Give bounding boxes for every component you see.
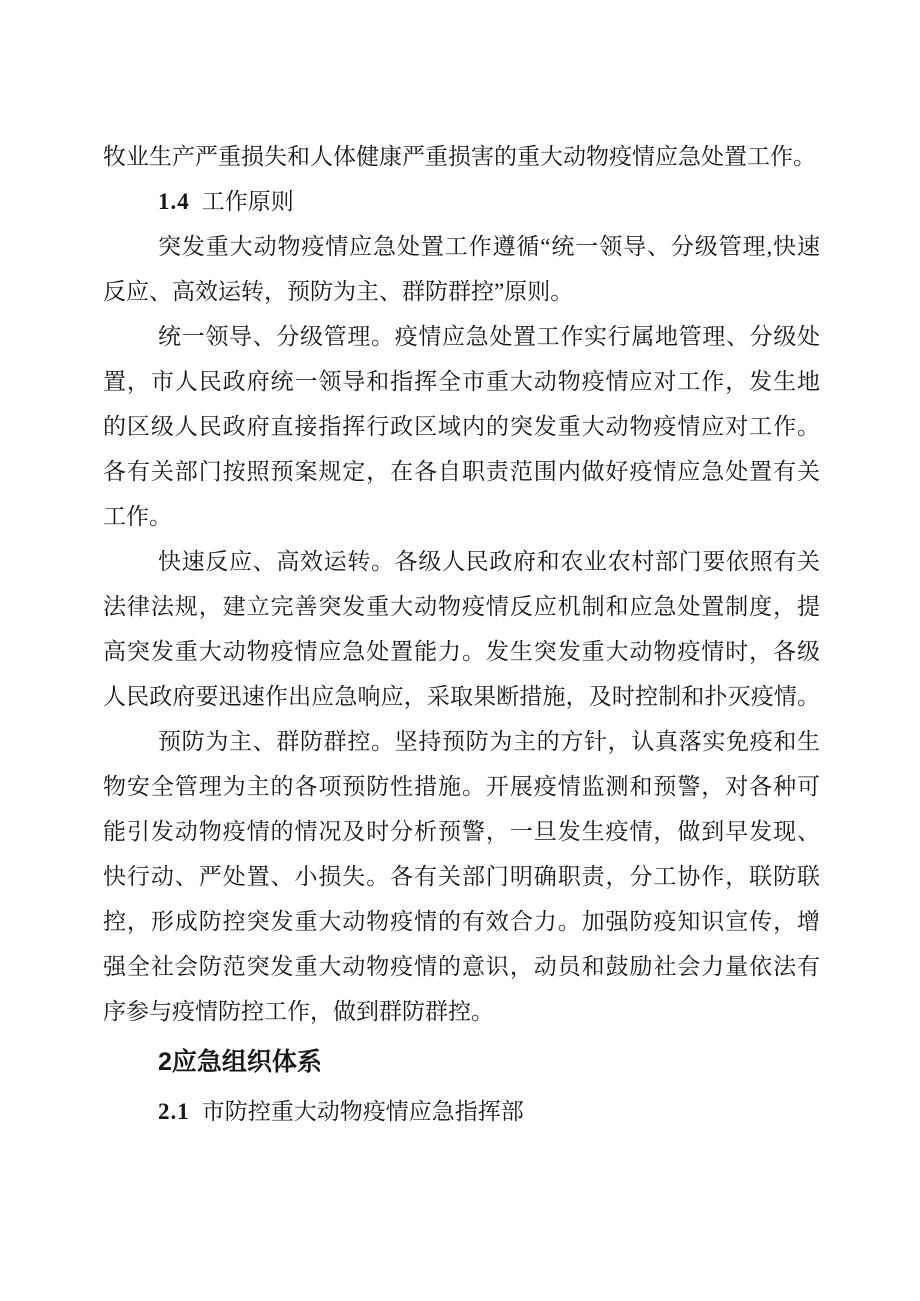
section-title: 市防控重大动物疫情应急指挥部 xyxy=(201,1099,524,1124)
paragraph-line: 法律法规，建立完善突发重大动物疫情反应机制和应急处置制度，提 xyxy=(103,594,820,619)
paragraph-line: 置，市人民政府统一领导和指挥全市重大动物疫情应对工作，发生地 xyxy=(103,369,820,394)
paragraph-line: 控，形成防控突发重大动物疫情的有效合力。加强防疫知识宣传，增 xyxy=(103,909,820,934)
section-heading-1-4 xyxy=(103,179,820,224)
paragraph-line: 预防为主、群防群控。坚持预防为主的方针，认真落实免疫和生 xyxy=(158,729,820,754)
paragraph-line: 强全社会防范突发重大动物疫情的意识，动员和鼓励社会力量依法有 xyxy=(103,954,820,979)
paragraph-tail-line: 牧业生产严重损失和人体健康严重损害的重大动物疫情应急处置工作。 xyxy=(103,144,816,169)
paragraph-line: 突发重大动物疫情应急处置工作遵循“统一领导、分级管理,快速 xyxy=(158,234,820,259)
paragraph-line: 反应、高效运转，预防为主、群防群控”原则。 xyxy=(103,279,574,304)
paragraph-line: 各有关部门按照预案规定，在各自职责范围内做好疫情应急处置有关 xyxy=(103,459,820,484)
section-number: 1.4 xyxy=(158,189,190,214)
paragraph-line: 快行动、严处置、小损失。各有关部门明确职责，分工协作，联防联 xyxy=(103,864,820,889)
paragraph-line: 能引发动物疫情的情况及时分析预警，一旦发生疫情，做到早发现、 xyxy=(103,819,820,844)
paragraph-line: 工作。 xyxy=(103,504,172,529)
paragraph-line: 快速反应、高效运转。各级人民政府和农业农村部门要依照有关 xyxy=(158,549,820,574)
section-title: 工作原则 xyxy=(201,189,294,214)
document-body xyxy=(103,134,820,1134)
chapter-heading-2: 2应急组织体系 xyxy=(158,1048,322,1076)
paragraph-line: 的区级人民政府直接指挥行政区域内的突发重大动物疫情应对工作。 xyxy=(103,414,820,439)
section-number: 2.1 xyxy=(158,1099,190,1124)
paragraph-line: 统一领导、分级管理。疫情应急处置工作实行属地管理、分级处 xyxy=(158,324,820,349)
paragraph-line: 序参与疫情防控工作，做到群防群控。 xyxy=(103,999,494,1024)
section-heading-2-1 xyxy=(103,1089,820,1134)
paragraph-line: 高突发重大动物疫情应急处置能力。发生突发重大动物疫情时，各级 xyxy=(103,639,820,664)
paragraph-line: 物安全管理为主的各项预防性措施。开展疫情监测和预警，对各种可 xyxy=(103,774,820,799)
paragraph-line: 人民政府要迅速作出应急响应，采取果断措施，及时控制和扑灭疫情。 xyxy=(103,684,820,709)
